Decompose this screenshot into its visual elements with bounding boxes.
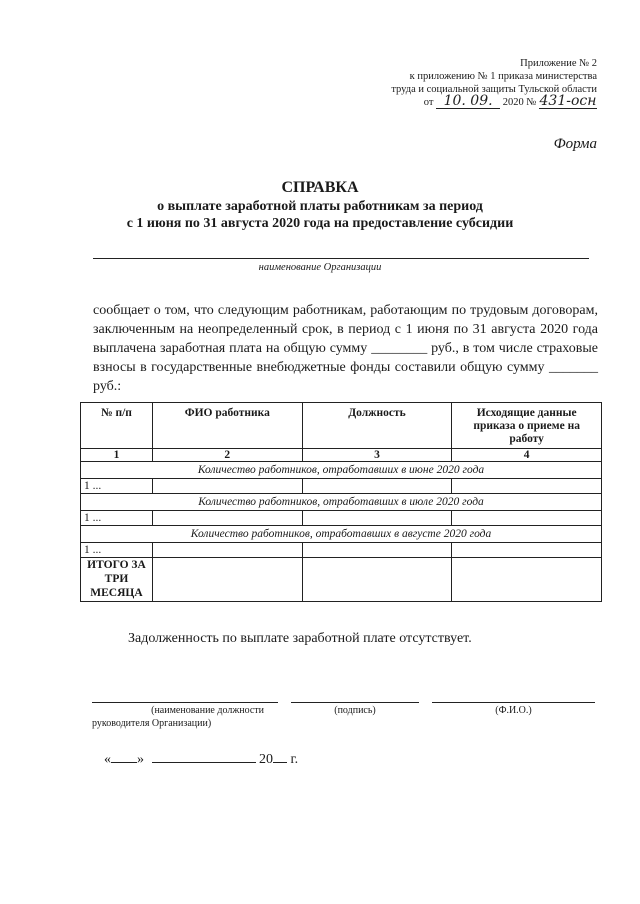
year-text: 2020 №: [502, 97, 537, 108]
title-line-1: СПРАВКА: [281, 179, 359, 196]
signature-line: [291, 702, 419, 703]
row-number: 1 ...: [81, 543, 153, 558]
cell-order: [452, 479, 602, 494]
cell-order: [452, 543, 602, 558]
group-row-july: [81, 494, 602, 511]
table-header-row: [81, 403, 602, 449]
cell-order: [452, 558, 602, 602]
year-prefix: 20: [259, 752, 273, 767]
group-title: Количество работников, отработавших в июле 2020 года: [81, 494, 602, 511]
signature-caption: (подпись): [334, 705, 376, 716]
year-suffix: г.: [290, 752, 299, 767]
appendix-line-1: Приложение № 2: [520, 58, 597, 69]
cell-name: [152, 543, 302, 558]
cell-order: [452, 511, 602, 526]
cell-position: [302, 543, 452, 558]
col-number-1: 1: [81, 449, 153, 462]
month-blank: [152, 750, 256, 763]
form-label: Форма: [553, 136, 597, 152]
open-quote: «: [104, 752, 111, 767]
total-label: ИТОГО ЗА ТРИ МЕСЯЦА: [81, 558, 153, 602]
body-text: сообщает о том, что следующим работникам, работающим по трудовым договорам, заключенным на неопределенный срок, в период с 1 июня по 31 августа 2020 года выплачена заработная плата на общую сумму ________ руб., в том числе страховые взносы в государственные внебюджетные фонды составили общую сумму _______ руб.:: [93, 303, 598, 394]
cell-position: [302, 558, 452, 602]
table-number-row: [81, 449, 602, 462]
row-number: 1 ...: [81, 511, 153, 526]
cell-position: [302, 479, 452, 494]
handwritten-number: 431-осн: [539, 93, 597, 109]
table-row: [81, 543, 602, 558]
cell-name: [152, 558, 302, 602]
date-line: [104, 750, 298, 768]
organization-caption: наименование Организации: [258, 262, 382, 273]
organization-name-line: [93, 258, 589, 259]
position-caption-line-2: руководителя Организации): [92, 718, 212, 729]
header-order: Исходящие данные приказа о приеме на работу: [452, 403, 602, 449]
header-name: ФИО работника: [152, 403, 302, 449]
position-caption-line-1: (наименование должности: [151, 705, 264, 716]
table-row: [81, 511, 602, 526]
document-title: [0, 178, 640, 232]
position-signature-line: [92, 702, 278, 703]
header-position: Должность: [302, 403, 452, 449]
name-caption: (Ф.И.О.): [495, 705, 532, 716]
col-number-4: 4: [452, 449, 602, 462]
appendix-line-3: труда и социальной защиты Тульской области: [391, 84, 597, 95]
total-row: [81, 558, 602, 602]
cell-position: [302, 511, 452, 526]
col-number-2: 2: [152, 449, 302, 462]
employees-table: [80, 402, 602, 602]
handwritten-date: 10. 09.: [436, 96, 500, 109]
header-number: № п/п: [81, 403, 153, 449]
table-row: [81, 479, 602, 494]
cell-name: [152, 511, 302, 526]
group-row-august: [81, 526, 602, 543]
group-title: Количество работников, отработавших в июне 2020 года: [81, 462, 602, 479]
position-caption: [92, 704, 278, 730]
appendix-line-2: к приложению № 1 приказа министерства: [409, 71, 597, 82]
group-title: Количество работников, отработавших в августе 2020 года: [81, 526, 602, 543]
year-blank: [273, 750, 287, 763]
name-signature-line: [432, 702, 595, 703]
col-number-3: 3: [302, 449, 452, 462]
close-quote: »: [137, 752, 144, 767]
row-number: 1 ...: [81, 479, 153, 494]
appendix-block: [277, 57, 597, 109]
title-line-2: о выплате заработной платы работникам за период: [157, 199, 483, 214]
cell-name: [152, 479, 302, 494]
from-label: от: [423, 97, 434, 108]
title-line-3: с 1 июня по 31 августа 2020 года на предоставление субсидии: [126, 216, 514, 231]
day-blank: [111, 750, 137, 763]
debt-statement: Задолженность по выплате заработной плате отсутствует.: [128, 631, 472, 646]
group-row-june: [81, 462, 602, 479]
appendix-date-line: [277, 93, 597, 109]
